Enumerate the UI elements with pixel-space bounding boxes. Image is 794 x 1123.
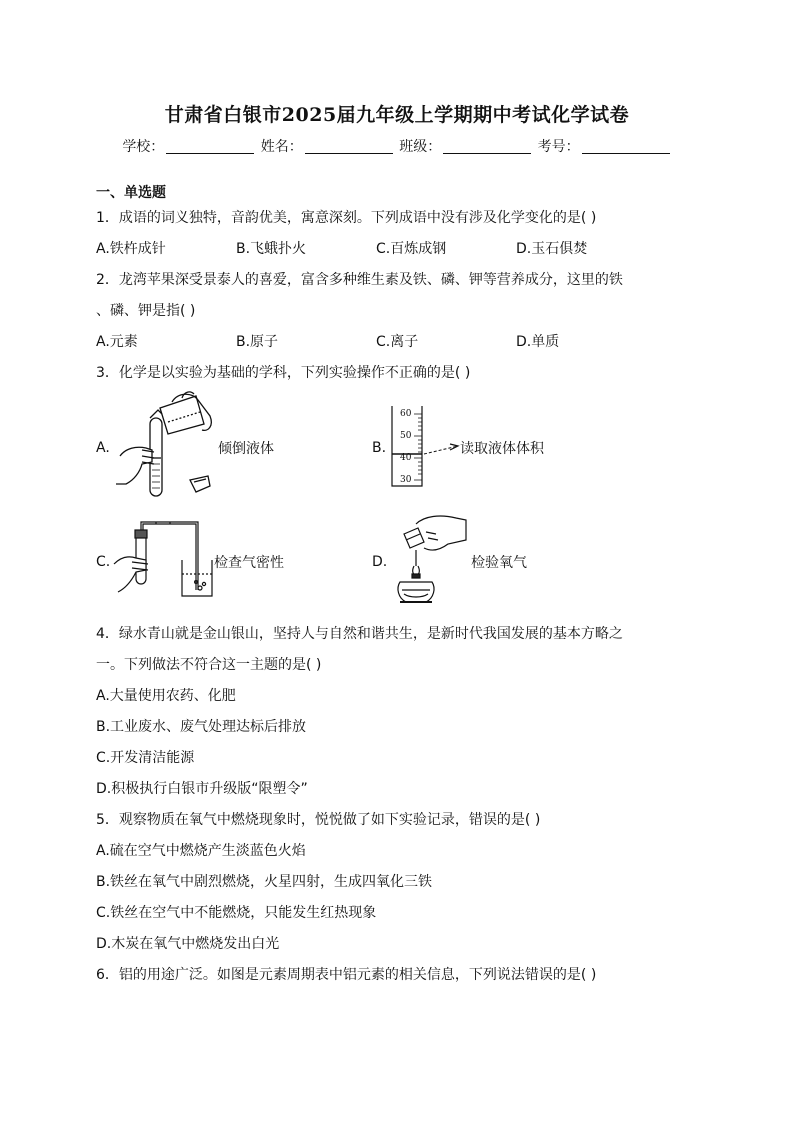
school-blank[interactable] [166, 139, 254, 154]
q2-option-d[interactable]: D.单质 [516, 334, 560, 350]
q1-stem: 1．成语的词义独特，音韵优美，寓意深刻。下列成语中没有涉及化学变化的是( ) [96, 210, 597, 226]
cylinder-tick-30: 30 [400, 475, 412, 485]
q3-option-b-letter[interactable]: B. [372, 440, 387, 456]
q5-option-b[interactable]: B.铁丝在氧气中剧烈燃烧，火星四射，生成四氧化三铁 [96, 874, 433, 890]
name-blank[interactable] [305, 139, 393, 154]
q5-option-d[interactable]: D.木炭在氧气中燃烧发出白光 [96, 936, 280, 952]
q1-option-c[interactable]: C.百炼成钢 [376, 241, 447, 257]
graduated-cylinder-figure [388, 404, 460, 488]
pouring-liquid-figure [112, 388, 222, 500]
q3-option-c-caption: 检查气密性 [214, 555, 284, 571]
airtightness-check-figure [110, 518, 218, 600]
name-label: 姓名： [260, 139, 303, 155]
q5-option-c[interactable]: C.铁丝在空气中不能燃烧，只能发生红热现象 [96, 905, 377, 921]
q4-option-c[interactable]: C.开发清洁能源 [96, 750, 195, 766]
q2-stem-line1: 2．龙湾苹果深受景泰人的喜爱，富含多种维生素及铁、磷、钾等营养成分，这里的铁 [96, 272, 623, 288]
q4-option-d[interactable]: D.积极执行白银市升级版“限塑令” [96, 781, 308, 797]
q3-option-a-caption: 倾倒液体 [218, 441, 274, 457]
q6-stem: 6．铝的用途广泛。如图是元素周期表中铝元素的相关信息，下列说法错误的是( ) [96, 967, 597, 983]
q4-option-a[interactable]: A.大量使用农药、化肥 [96, 688, 236, 704]
section-heading: 一、单选题 [96, 185, 166, 201]
student-info-line [0, 136, 794, 156]
q3-option-a-letter[interactable]: A. [96, 440, 110, 456]
q3-option-d-caption: 检验氧气 [471, 555, 527, 571]
q2-options [96, 331, 656, 351]
cylinder-tick-50: 50 [400, 431, 412, 441]
q4-stem-line1: 4．绿水青山就是金山银山，坚持人与自然和谐共生，是新时代我国发展的基本方略之 [96, 626, 623, 642]
q2-option-c[interactable]: C.离子 [376, 334, 419, 350]
exam-no-blank[interactable] [582, 139, 670, 154]
class-blank[interactable] [443, 139, 531, 154]
q3-option-c-letter[interactable]: C. [96, 554, 111, 570]
q1-options [96, 238, 656, 258]
q1-option-a[interactable]: A.铁杵成针 [96, 241, 166, 257]
q2-stem-line2: 、磷、钾是指( ) [96, 303, 196, 319]
school-label: 学校： [122, 139, 165, 155]
q1-option-b[interactable]: B.飞蛾扑火 [236, 241, 307, 257]
q5-stem: 5．观察物质在氧气中燃烧现象时，悦悦做了如下实验记录，错误的是( ) [96, 812, 541, 828]
q3-option-b-caption: 读取液体体积 [460, 441, 544, 457]
oxygen-test-figure [386, 510, 468, 610]
q4-stem-line2: 一。下列做法不符合这一主题的是( ) [96, 657, 322, 673]
cylinder-tick-40: 40 [400, 453, 412, 463]
cylinder-tick-60: 60 [400, 409, 412, 419]
page-title: 甘肃省白银市2025届九年级上学期期中考试化学试卷 [164, 104, 630, 126]
exam-no-label: 考号： [537, 139, 580, 155]
q2-option-b[interactable]: B.原子 [236, 334, 279, 350]
q2-option-a[interactable]: A.元素 [96, 334, 138, 350]
q3-option-d-letter[interactable]: D. [372, 554, 388, 570]
q1-option-d[interactable]: D.玉石俱焚 [516, 241, 588, 257]
q4-option-b[interactable]: B.工业废水、废气处理达标后排放 [96, 719, 307, 735]
q5-option-a[interactable]: A.硫在空气中燃烧产生淡蓝色火焰 [96, 843, 306, 859]
class-label: 班级： [399, 139, 442, 155]
q3-stem: 3．化学是以实验为基础的学科，下列实验操作不正确的是( ) [96, 365, 471, 381]
